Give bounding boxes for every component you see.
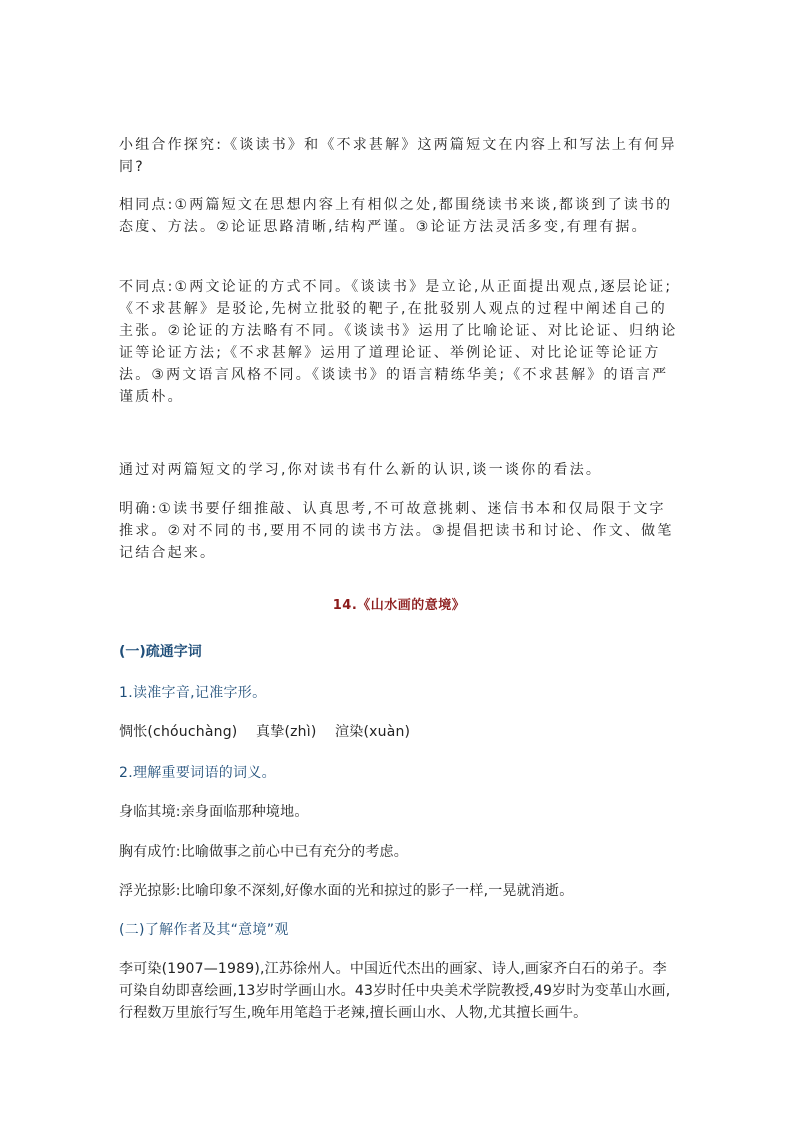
definition-3: 浮光掠影:比喻印象不深刻,好像水面的光和掠过的影子一样,一晃就消逝。 bbox=[119, 883, 574, 899]
section-heading-vocabulary: (一)疏通字词 bbox=[119, 644, 202, 660]
question-paragraph: 小组合作探究:《谈读书》和《不求甚解》这两篇短文在内容上和写法上有何异同? bbox=[119, 137, 677, 175]
reflection-question: 通过对两篇短文的学习,你对读书有什么新的认识,谈一谈你的看法。 bbox=[119, 462, 603, 478]
definition-1: 身临其境:亲身面临那种境地。 bbox=[119, 804, 309, 820]
subheading-meaning: 2.理解重要词语的词义。 bbox=[119, 765, 276, 781]
section-heading-author: (二)了解作者及其“意境”观 bbox=[119, 922, 289, 938]
answer-paragraph: 明确:①读书要仔细推敲、认真思考,不可故意挑刺、迷信书本和仅局限于文字推求。②对不同的书,要用不同的读书方法。③提倡把读书和讨论、作文、做笔记结合起来。 bbox=[119, 501, 674, 561]
pronunciation-line: 惆怅(chóuchàng) 真挚(zhì) 渲染(xuàn) bbox=[119, 724, 411, 740]
author-paragraph: 李可染(1907—1989),江苏徐州人。中国近代杰出的画家、诗人,画家齐白石的弟子。李可染自幼即喜绘画,13岁时学画山水。43岁时任中央美术学院教授,49岁时为变革山水画,行程数万里旅行写生,晚年用笔趋于老辣,擅长画山水、人物,尤其擅长画牛。 bbox=[119, 961, 671, 1021]
definition-2: 胸有成竹:比喻做事之前心中已有充分的考虑。 bbox=[119, 844, 408, 860]
differences-paragraph: 不同点:①两文论证的方式不同。《谈读书》是立论,从正面提出观点,逐层论证;《不求甚解》是驳论,先树立批驳的靶子,在批驳别人观点的过程中阐述自己的主张。②论证的方法略有不同。《谈读书》运用了比喻论证、对比论证、归纳论证等论证方法;《不求甚解》运用了道理论证、举例论证、对比论证等论证方法。③两文语言风格不同。《谈读书》的语言精练华美;《不求甚解》的语言严谨质朴。 bbox=[119, 279, 678, 405]
similarities-paragraph: 相同点:①两篇短文在思想内容上有相似之处,都围绕读书来谈,都谈到了读书的态度、方法。②论证思路清晰,结构严谨。③论证方法灵活多变,有理有据。 bbox=[119, 197, 673, 235]
lesson-title: 14.《山水画的意境》 bbox=[332, 598, 466, 613]
subheading-pronunciation: 1.读准字音,记准字形。 bbox=[119, 685, 267, 701]
